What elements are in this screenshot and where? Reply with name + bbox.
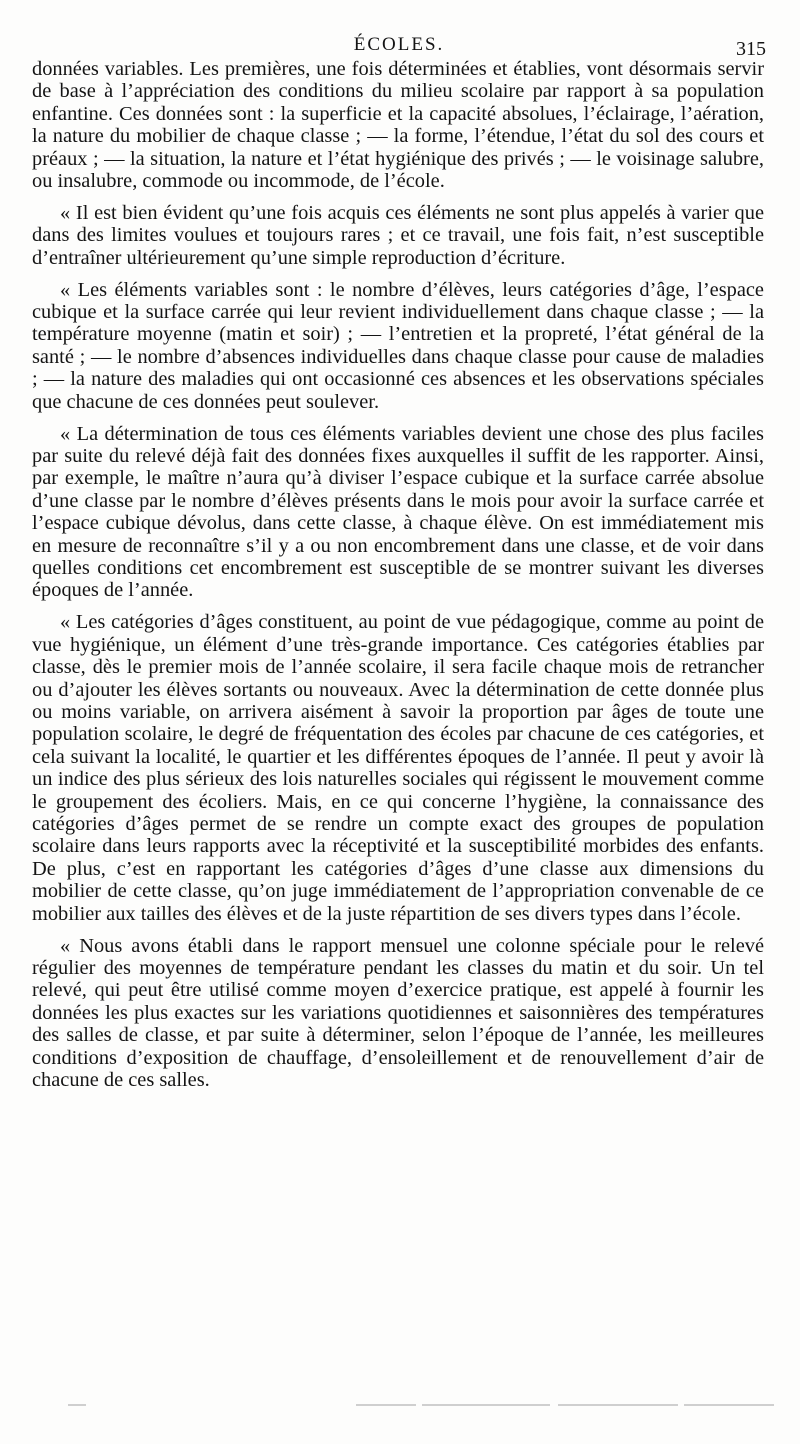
body-text	[32, 58, 764, 1101]
page-number: 315	[736, 38, 766, 60]
running-title: ÉCOLES.	[353, 34, 445, 55]
bleed-through-text	[60, 1401, 760, 1409]
paragraph: « Les catégories d’âges constituent, au point de vue pédagogique, comme au point de vue hygiénique, un élément d’une très-grande importance. Ces catégories établies par classe, dès le premier mois de l’année scolaire, il sera facile chaque mois de retrancher ou d’ajouter les élèves sortants ou nouveaux. Avec la détermination de cette donnée plus ou moins variable, on arrivera aisément à savoir la proportion par âges de toute une population scolaire, le degré de fréquentation des écoles par chacune de ces catégories, et cela suivant la localité, le quartier et les différentes époques de l’année. Il peut y avoir là un indice des plus sérieux des lois naturelles sociales qui régissent le mouvement comme le groupement des écoliers. Mais, en ce qui concerne l’hygiène, la connaissance des catégories d’âges permet de se rendre un compte exact des groupes de population scolaire dans leurs rapports avec la réceptivité et la susceptibilité morbides des enfants. De plus, c’est en rapportant les catégories d’âges d’une classe aux dimensions du mobilier de cette classe, qu’on juge immédiatement de l’appropriation convenable de ce mobilier aux tailles des élèves et de la juste répartition de ses divers types dans l’école.	[32, 611, 764, 925]
paragraph-continuation: données variables. Les premières, une fois déterminées et établies, vont désormais servir de base à l’appréciation des conditions du milieu scolaire par rapport à sa population enfantine. Ces données sont : la superficie et la capacité absolues, l’éclairage, l’aération, la nature du mobilier de chaque classe ; — la forme, l’étendue, l’état du sol des cours et préaux ; — la situation, la nature et l’état hygiénique des privés ; — le voisinage salubre, ou insalubre, commode ou incommode, de l’école.	[32, 58, 764, 193]
paragraph: « La détermination de tous ces éléments variables devient une chose des plus faciles par suite du relevé déjà fait des données fixes auxquelles il suffit de les rapporter. Ainsi, par exemple, le maître n’aura qu’à diviser l’espace cubique et la surface carrée absolue d’une classe par le nombre d’élèves présents dans le mois pour avoir la surface carrée et l’espace cubique dévolus, dans cette classe, à chaque élève. On est immédiatement mis en mesure de reconnaître s’il y a ou non encombrement dans une classe, et de voir dans quelles conditions cet encombrement est susceptible de se montrer suivant les diverses époques de l’année.	[32, 422, 764, 602]
paragraph: « Nous avons établi dans le rapport mensuel une colonne spéciale pour le relevé régulier des moyennes de température pendant les classes du matin et du soir. Un tel relevé, qui peut être utilisé comme moyen d’exercice pratique, est appelé à fournir les données les plus exactes sur les variations quotidiennes et saisonnières des températures des salles de classe, et par suite à déterminer, selon l’époque de l’année, les meilleures conditions d’exposition de chauffage, d’ensoleillement et de renouvellement d’air de chacune de ces salles.	[32, 934, 764, 1091]
paragraph: « Les éléments variables sont : le nombre d’élèves, leurs catégories d’âge, l’espace cubique et la surface carrée qui leur revient individuellement dans chaque classe ; — la température moyenne (matin et soir) ; — l’entretien et la propreté, l’état général de la santé ; — le nombre d’absences individuelles dans chaque classe pour cause de maladies ; — la nature des maladies qui ont occasionné ces absences et les observations spéciales que chacune de ces données peut soulever.	[32, 278, 764, 413]
running-header	[32, 28, 766, 62]
paragraph: « Il est bien évident qu’une fois acquis ces éléments ne sont plus appelés à varier que dans des limites voulues et toujours rares ; et ce travail, une fois fait, n’est susceptible d’entraîner ultérieurement qu’une simple reproduction d’écriture.	[32, 201, 764, 269]
